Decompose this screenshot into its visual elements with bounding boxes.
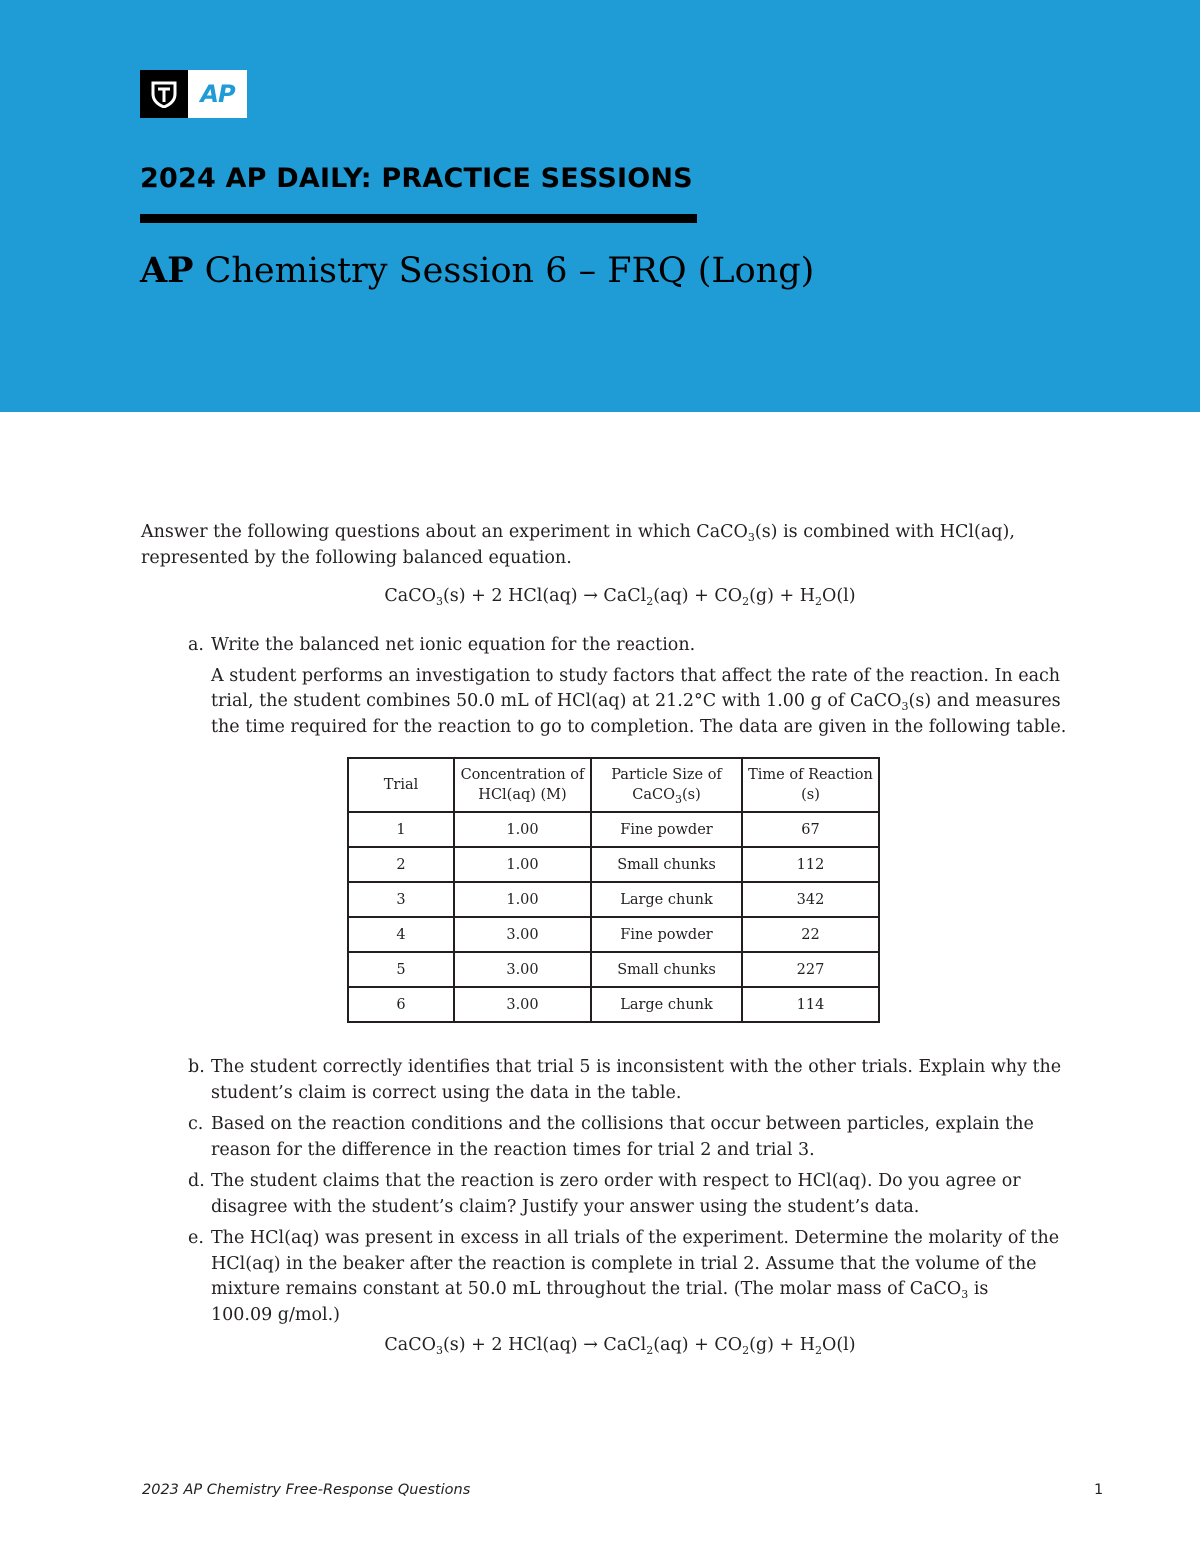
question-text: student’s claim is correct using the data in the table. bbox=[211, 1082, 682, 1103]
question-text: The student correctly identifies that trial 5 is inconsistent with the other trials. Explain why the bbox=[211, 1057, 1062, 1077]
table-row: 4 3.00 Fine powder 22 bbox=[348, 917, 879, 952]
question-letter: e. bbox=[188, 1228, 204, 1248]
question-c bbox=[188, 1112, 1034, 1163]
ap-logo-text: AP bbox=[188, 70, 247, 118]
header-particle-size: Particle Size of CaCO$_3$(s) bbox=[591, 758, 742, 812]
header-banner bbox=[0, 0, 1200, 412]
header-time: Time of Reaction (s) bbox=[742, 758, 879, 812]
data-table bbox=[347, 757, 880, 1023]
table-row: 1 1.00 Fine powder 67 bbox=[348, 812, 879, 847]
intro-line-2: represented by the following balanced equation. bbox=[141, 548, 572, 568]
question-d bbox=[188, 1169, 1021, 1220]
intro-line-1: Answer the following questions about an experiment in which CaCO$_3$(s) is combined with HCl(aq), bbox=[141, 522, 1015, 544]
question-a bbox=[188, 633, 1066, 740]
setup-line-2: trial, the student combines 50.0 mL of HCl(aq) at 21.2°C with 1.00 g of CaCO$_3$(s) and measures bbox=[211, 691, 1061, 713]
ap-logo bbox=[140, 70, 247, 118]
question-text: reason for the difference in the reaction times for trial 2 and trial 3. bbox=[211, 1139, 815, 1160]
question-letter: c. bbox=[188, 1114, 204, 1134]
balanced-equation-repeat: CaCO$_3$(s) + 2 HCl(aq) → CaCl$_2$(aq) + $CO_2(g) + H_2O(l)$ bbox=[384, 1335, 856, 1357]
question-text: HCl(aq) in the beaker after the reaction is complete in trial 2. Assume that the volume of the bbox=[211, 1253, 1037, 1274]
question-b bbox=[188, 1055, 1061, 1106]
table-header-row bbox=[348, 758, 879, 812]
acorn-shield-icon bbox=[140, 70, 188, 118]
question-letter: d. bbox=[188, 1171, 205, 1191]
question-text: 100.09 g/mol.) bbox=[211, 1304, 341, 1325]
table-row: 5 3.00 Small chunks 227 bbox=[348, 952, 879, 987]
table-row: 3 1.00 Large chunk 342 bbox=[348, 882, 879, 917]
setup-line-3: the time required for the reaction to go to completion. The data are given in the following table. bbox=[211, 716, 1067, 737]
question-letter: a. bbox=[188, 635, 204, 655]
question-text: mixture remains constant at 50.0 mL throughout the trial. (The molar mass of CaCO$_3$ is bbox=[211, 1279, 989, 1301]
question-text: The HCl(aq) was present in excess in all trials of the experiment. Determine the molarity of the bbox=[211, 1228, 1060, 1248]
header-rule bbox=[140, 214, 697, 223]
balanced-equation: CaCO$_3$(s) + 2 HCl(aq) → CaCl$_2$(aq) + $CO_2(g) + H_2O(l)$ bbox=[384, 586, 856, 608]
title-ap: AP bbox=[140, 250, 194, 291]
question-text: disagree with the student’s claim? Justify your answer using the student’s data. bbox=[211, 1196, 920, 1217]
page-title bbox=[140, 250, 814, 291]
page-number: 1 bbox=[1094, 1482, 1104, 1498]
question-e bbox=[188, 1226, 1059, 1328]
header-concentration: Concentration of HCl(aq) (M) bbox=[454, 758, 591, 812]
question-text: Write the balanced net ionic equation for the reaction. bbox=[211, 635, 696, 655]
title-rest: Chemistry Session 6 – FRQ (Long) bbox=[193, 251, 815, 291]
table-row: 6 3.00 Large chunk 114 bbox=[348, 987, 879, 1022]
series-title: 2024 AP DAILY: PRACTICE SESSIONS bbox=[140, 163, 693, 194]
table-row: 2 1.00 Small chunks 112 bbox=[348, 847, 879, 882]
question-text: Based on the reaction conditions and the collisions that occur between particles, explain the bbox=[211, 1114, 1034, 1134]
question-letter: b. bbox=[188, 1057, 205, 1077]
question-text: The student claims that the reaction is zero order with respect to HCl(aq). Do you agree or bbox=[211, 1171, 1021, 1191]
footer-source: 2023 AP Chemistry Free-Response Questions bbox=[142, 1482, 471, 1498]
header-trial: Trial bbox=[348, 758, 454, 812]
setup-line-1: A student performs an investigation to study factors that affect the rate of the reaction. In each bbox=[211, 665, 1061, 686]
